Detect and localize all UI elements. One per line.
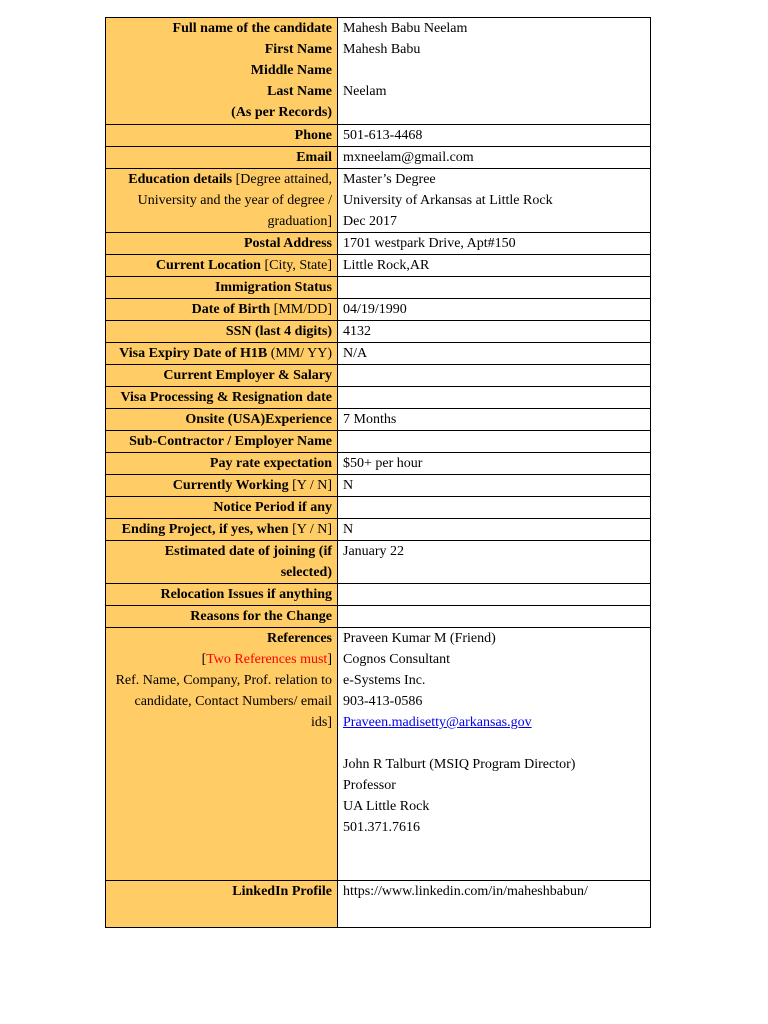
value-visa-processing [338, 387, 651, 409]
label-onsite-experience: Onsite (USA)Experience [106, 409, 338, 431]
label-email: Email [106, 147, 338, 169]
label-visa-processing: Visa Processing & Resignation date [106, 387, 338, 409]
label-ending-project-bold: Ending Project, if yes, when [121, 522, 289, 537]
value-first-name: Mahesh Babu [343, 42, 421, 57]
label-references-open-bracket: [ [201, 652, 207, 667]
label-current-location [106, 255, 338, 277]
value-immigration-status [338, 277, 651, 299]
label-currently-working-bold: Currently Working [172, 478, 289, 493]
label-as-per-records: (As per Records) [231, 105, 332, 120]
value-current-location: Little Rock,AR [338, 255, 651, 277]
label-education [106, 169, 338, 233]
value-full-name: Mahesh Babu Neelam [343, 21, 468, 36]
ref-spacer [343, 733, 645, 754]
value-references [338, 628, 651, 881]
label-references [106, 628, 338, 881]
row-current-employer [106, 365, 651, 387]
value-joining-date: January 22 [338, 541, 651, 584]
label-ssn: SSN (last 4 digits) [106, 321, 338, 343]
label-education-bold: Education details [128, 172, 233, 187]
value-reasons-for-change [338, 606, 651, 628]
row-current-location [106, 255, 651, 277]
value-ending-project: N [338, 519, 651, 541]
label-first-name: First Name [264, 42, 332, 57]
row-visa-processing [106, 387, 651, 409]
label-visa-expiry-bold: Visa Expiry Date of H1B [119, 346, 268, 361]
label-date-of-birth-detail: [MM/DD] [270, 302, 332, 317]
row-phone [106, 125, 651, 147]
label-last-name: Last Name [267, 84, 332, 99]
row-currently-working [106, 475, 651, 497]
label-name [106, 18, 338, 125]
ref2-company: UA Little Rock [343, 799, 430, 814]
label-notice-period: Notice Period if any [106, 497, 338, 519]
label-ending-project [106, 519, 338, 541]
ref2-phone: 501.371.7616 [343, 820, 420, 835]
row-onsite-experience [106, 409, 651, 431]
label-date-of-birth-bold: Date of Birth [191, 302, 271, 317]
value-graduation-year: Dec 2017 [343, 214, 398, 229]
candidate-details-table [105, 17, 651, 928]
value-current-employer [338, 365, 651, 387]
label-middle-name: Middle Name [250, 63, 332, 78]
label-subcontractor: Sub-Contractor / Employer Name [106, 431, 338, 453]
ref1-email-link[interactable]: Praveen.madisetty@arkansas.gov [343, 715, 532, 730]
label-relocation: Relocation Issues if anything [106, 584, 338, 606]
row-joining-date [106, 541, 651, 584]
row-date-of-birth [106, 299, 651, 321]
ref2-title: Professor [343, 778, 396, 793]
row-education [106, 169, 651, 233]
label-current-location-bold: Current Location [155, 258, 261, 273]
row-name [106, 18, 651, 125]
row-ending-project [106, 519, 651, 541]
row-visa-expiry [106, 343, 651, 365]
label-reasons-for-change: Reasons for the Change [106, 606, 338, 628]
label-current-location-detail: [City, State] [260, 258, 332, 273]
label-visa-expiry-detail: (MM/ YY) [267, 346, 332, 361]
label-current-employer: Current Employer & Salary [106, 365, 338, 387]
value-currently-working: N [338, 475, 651, 497]
label-currently-working-detail: [Y / N] [288, 478, 332, 493]
label-full-name: Full name of the candidate [172, 21, 332, 36]
label-references-close-bracket: ] [327, 652, 332, 667]
value-ssn: 4132 [338, 321, 651, 343]
row-subcontractor [106, 431, 651, 453]
row-references [106, 628, 651, 881]
label-visa-expiry [106, 343, 338, 365]
value-degree: Master’s Degree [343, 172, 436, 187]
value-date-of-birth: 04/19/1990 [338, 299, 651, 321]
row-ssn [106, 321, 651, 343]
value-phone: 501-613-4468 [338, 125, 651, 147]
row-relocation [106, 584, 651, 606]
value-relocation [338, 584, 651, 606]
ref2-name: John R Talburt (MSIQ Program Director) [343, 757, 576, 772]
label-postal-address: Postal Address [106, 233, 338, 255]
value-postal-address: 1701 westpark Drive, Apt#150 [338, 233, 651, 255]
value-last-name: Neelam [343, 84, 387, 99]
label-references-must [111, 649, 332, 670]
row-postal-address [106, 233, 651, 255]
label-education-detail: [Degree attained, University and the year of degree / graduation] [137, 172, 332, 229]
row-reasons-for-change [106, 606, 651, 628]
value-subcontractor [338, 431, 651, 453]
value-notice-period [338, 497, 651, 519]
row-pay-rate [106, 453, 651, 475]
row-linkedin [106, 881, 651, 928]
value-onsite-experience: 7 Months [338, 409, 651, 431]
value-middle-name [343, 60, 645, 81]
value-visa-expiry: N/A [338, 343, 651, 365]
value-name [338, 18, 651, 125]
row-notice-period [106, 497, 651, 519]
label-pay-rate: Pay rate expectation [106, 453, 338, 475]
value-pay-rate: $50+ per hour [338, 453, 651, 475]
row-email [106, 147, 651, 169]
label-linkedin: LinkedIn Profile [106, 881, 338, 928]
row-immigration-status [106, 277, 651, 299]
label-references-detail: Ref. Name, Company, Prof. relation to candidate, Contact Numbers/ email ids] [115, 673, 332, 730]
label-currently-working [106, 475, 338, 497]
label-date-of-birth [106, 299, 338, 321]
ref1-name: Praveen Kumar M (Friend) [343, 631, 496, 646]
label-phone: Phone [106, 125, 338, 147]
label-joining-date: Estimated date of joining (if selected) [106, 541, 338, 584]
label-ending-project-detail: [Y / N] [288, 522, 332, 537]
value-education [338, 169, 651, 233]
ref1-company: e-Systems Inc. [343, 673, 426, 688]
label-references-must-text: Two References must [206, 652, 328, 667]
ref1-title: Cognos Consultant [343, 652, 450, 667]
value-email: mxneelam@gmail.com [338, 147, 651, 169]
label-immigration-status: Immigration Status [106, 277, 338, 299]
value-university: University of Arkansas at Little Rock [343, 193, 553, 208]
value-linkedin: https://www.linkedin.com/in/maheshbabun/ [338, 881, 651, 928]
ref1-phone: 903-413-0586 [343, 694, 423, 709]
label-references-title: References [266, 631, 332, 646]
